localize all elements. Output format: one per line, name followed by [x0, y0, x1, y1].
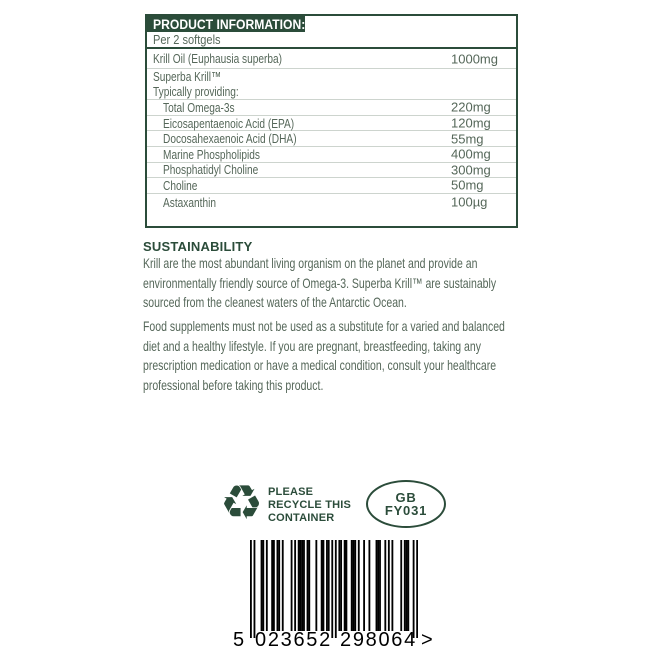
- table-row: [147, 116, 516, 132]
- barcode-digits-right: 298064: [340, 629, 417, 651]
- ingredient-name: Typically providing:: [153, 84, 239, 100]
- ingredient-amount: 220mg: [451, 99, 491, 115]
- origin-badge: [366, 480, 446, 528]
- table-rows: [147, 49, 516, 211]
- ingredient-name: Marine Phospholipids: [163, 146, 260, 162]
- ingredient-name: Phosphatidyl Choline: [163, 162, 259, 178]
- ingredient-amount: 100µg: [451, 194, 488, 210]
- table-row: [147, 178, 516, 194]
- barcode-digits-left: 023652: [255, 629, 332, 651]
- recycle-line: RECYCLE THIS: [268, 498, 352, 511]
- recycle-icon: ♻: [220, 475, 264, 531]
- recycle-message: [268, 486, 351, 524]
- table-header-title: PRODUCT INFORMATION:: [153, 16, 306, 32]
- recycle-line: PLEASE: [268, 486, 314, 498]
- barcode-digit-system: 5: [233, 629, 245, 651]
- table-row: [147, 194, 516, 211]
- ingredient-name: Superba Krill™: [153, 69, 222, 85]
- ingredient-name: Choline: [163, 177, 198, 193]
- table-row: [147, 49, 516, 69]
- product-information-table: [145, 14, 518, 228]
- origin-code: FY031: [384, 503, 428, 518]
- ingredient-amount: 55mg: [451, 131, 484, 147]
- serving-row: [147, 32, 516, 49]
- table-row: [147, 131, 516, 147]
- ingredient-amount: 1000mg: [451, 51, 498, 66]
- ingredient-name: Astaxanthin: [163, 194, 216, 210]
- ingredient-name: Docosahexaenoic Acid (DHA): [163, 131, 297, 147]
- origin-country: GB: [395, 490, 417, 505]
- sustainability-text: Krill are the most abundant living organism on the planet and provide an environmentally friendly source of Omega-3. Superba Krill™ are sustainably sourced from the cleanest waters of the Antarctic Ocean.: [143, 255, 497, 310]
- disclaimer-text: Food supplements must not be used as a substitute for a varied and balanced diet and a healthy lifestyle. If you are pregnant, breastfeeding, taking any prescription medication or have a medical condition, consult your healthcare professional before taking this product.: [143, 318, 505, 393]
- ingredient-amount: 120mg: [451, 115, 491, 131]
- serving-size-label: Per 2 softgels: [153, 32, 221, 47]
- table-row: [147, 163, 516, 179]
- ingredient-amount: 300mg: [451, 162, 491, 178]
- barcode-quiet-zone-mark: >: [421, 629, 433, 651]
- table-row: [147, 100, 516, 116]
- barcode-bars: [250, 540, 418, 638]
- table-header-bar: [147, 16, 305, 32]
- barcode: [228, 540, 446, 658]
- ingredient-amount: 50mg: [451, 177, 484, 193]
- table-row: [147, 147, 516, 163]
- ingredient-name: Total Omega-3s: [163, 99, 235, 115]
- recycle-line: CONTAINER: [268, 511, 335, 524]
- ingredient-name: Eicosapentaenoic Acid (EPA): [163, 115, 295, 131]
- ingredient-name: Krill Oil (Euphausia superba): [153, 51, 283, 66]
- sustainability-heading: SUSTAINABILITY: [143, 239, 253, 254]
- ingredient-amount: 400mg: [451, 146, 491, 162]
- table-row: [147, 69, 516, 85]
- table-row: [147, 85, 516, 101]
